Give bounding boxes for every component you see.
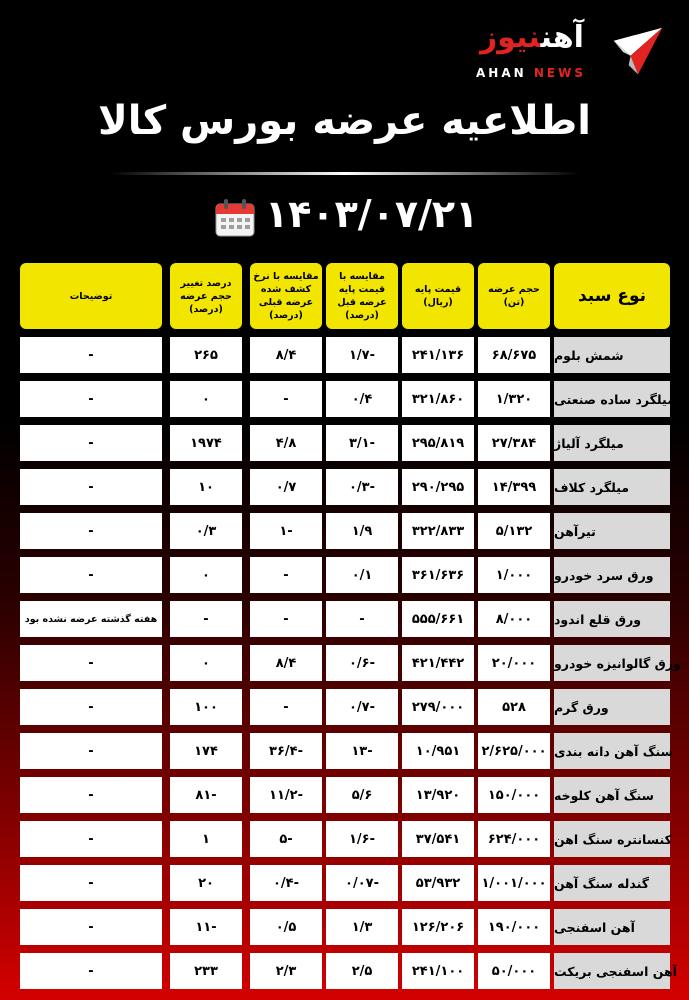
cell-vs-prev-rate: -۵ xyxy=(250,821,322,857)
cell-vs-prev-base: -۰/۰۷ xyxy=(326,865,398,901)
cell-base-price: ۱۲۶/۲۰۶ xyxy=(402,909,474,945)
cell-vs-prev-rate: ۲/۳ xyxy=(250,953,322,989)
cell-vs-prev-rate: -۱ xyxy=(250,513,322,549)
header-vs-prev-base: مقایسه با قیمت پایه عرضه قبل (درصد) xyxy=(326,263,398,329)
cell-vs-prev-rate: ۸/۴ xyxy=(250,337,322,373)
cell-volume: ۸/۰۰۰ xyxy=(478,601,550,637)
logo-word-news: نیوز xyxy=(480,20,541,55)
cell-volume-change: ۱۰۰ xyxy=(170,689,242,725)
cell-volume: ۶۸/۶۷۵ xyxy=(478,337,550,373)
ahan-news-logo xyxy=(470,18,670,88)
table-row xyxy=(20,777,670,813)
cell-basket-type: کنسانتره سنگ اهن xyxy=(554,821,670,857)
cell-base-price: ۲۴۱/۱۰۰ xyxy=(402,953,474,989)
paper-plane-icon xyxy=(610,24,666,80)
table-row xyxy=(20,645,681,681)
cell-volume: ۶۲۴/۰۰۰ xyxy=(478,821,550,857)
calendar-icon xyxy=(214,198,256,238)
table-row xyxy=(20,821,670,857)
cell-notes: - xyxy=(20,469,162,505)
table-row xyxy=(20,733,673,769)
table-row xyxy=(20,469,670,505)
table-row xyxy=(20,909,670,945)
cell-vs-prev-rate: - xyxy=(250,381,322,417)
cell-volume-change: - xyxy=(170,601,242,637)
cell-base-price: ۱۰/۹۵۱ xyxy=(402,733,474,769)
cell-notes: - xyxy=(20,337,162,373)
cell-base-price: ۳۲۲/۸۳۳ xyxy=(402,513,474,549)
cell-volume: ۲۷/۳۸۴ xyxy=(478,425,550,461)
header-base-price: قیمت پایه (ریال) xyxy=(402,263,474,329)
cell-volume: ۱/۰۰۱/۰۰۰ xyxy=(478,865,550,901)
cell-volume-change: ۲۶۵ xyxy=(170,337,242,373)
cell-vs-prev-rate: - xyxy=(250,689,322,725)
cell-basket-type: شمش بلوم xyxy=(554,337,670,373)
cell-basket-type: سنگ آهن کلوخه xyxy=(554,777,670,813)
cell-vs-prev-base: ۱/۹ xyxy=(326,513,398,549)
cell-vs-prev-base: ۰/۱ xyxy=(326,557,398,593)
cell-volume: ۲/۶۲۵/۰۰۰ xyxy=(478,733,550,769)
cell-notes: - xyxy=(20,865,162,901)
header-basket-type: نوع سبد xyxy=(554,263,670,329)
cell-basket-type: سنگ آهن دانه بندی xyxy=(554,733,670,769)
cell-vs-prev-rate: ۸/۴ xyxy=(250,645,322,681)
cell-notes: - xyxy=(20,689,162,725)
cell-basket-type: میلگرد کلاف xyxy=(554,469,670,505)
logo-word-ahan: آهن xyxy=(540,20,584,55)
cell-basket-type: تیرآهن xyxy=(554,513,670,549)
cell-vs-prev-base: ۲/۵ xyxy=(326,953,398,989)
table-row xyxy=(20,953,677,989)
cell-notes: - xyxy=(20,821,162,857)
cell-volume: ۵۰/۰۰۰ xyxy=(478,953,550,989)
cell-vs-prev-base: -۱۳ xyxy=(326,733,398,769)
cell-base-price: ۳۶۱/۶۳۶ xyxy=(402,557,474,593)
logo-english-text xyxy=(476,66,586,80)
cell-volume: ۱/۳۲۰ xyxy=(478,381,550,417)
header-notes: توضیحات xyxy=(20,263,162,329)
cell-vs-prev-rate: - xyxy=(250,557,322,593)
cell-vs-prev-rate: ۴/۸ xyxy=(250,425,322,461)
logo-en-news: NEWS xyxy=(533,66,586,80)
cell-vs-prev-base: ۵/۶ xyxy=(326,777,398,813)
table-row xyxy=(20,425,670,461)
header-volume-change: درصد تغییر حجم عرضه (درصد) xyxy=(170,263,242,329)
announcement-date: ۱۴۰۳/۰۷/۲۱ xyxy=(265,192,479,236)
cell-basket-type: ورق گالوانیزه خودرو xyxy=(554,645,670,681)
cell-volume-change: ۱۷۴ xyxy=(170,733,242,769)
cell-notes: - xyxy=(20,513,162,549)
cell-basket-type: ورق قلع اندود xyxy=(554,601,670,637)
table-row xyxy=(20,601,670,637)
cell-volume-change: ۲۰ xyxy=(170,865,242,901)
cell-vs-prev-rate: -۰/۴ xyxy=(250,865,322,901)
cell-base-price: ۴۲۱/۴۴۲ xyxy=(402,645,474,681)
cell-volume-change: ۲۳۳ xyxy=(170,953,242,989)
cell-base-price: ۲۹۵/۸۱۹ xyxy=(402,425,474,461)
cell-vs-prev-base: -۰/۷ xyxy=(326,689,398,725)
cell-volume-change: -۱۱ xyxy=(170,909,242,945)
cell-basket-type: میلگرد ساده صنعتی xyxy=(554,381,670,417)
cell-basket-type: آهن اسفنجی xyxy=(554,909,670,945)
cell-vs-prev-base: -۱/۷ xyxy=(326,337,398,373)
cell-basket-type: میلگرد آلیاژ xyxy=(554,425,670,461)
cell-volume-change: ۰ xyxy=(170,381,242,417)
cell-volume: ۱/۰۰۰ xyxy=(478,557,550,593)
cell-volume-change: ۰ xyxy=(170,645,242,681)
cell-volume-change: ۱۰ xyxy=(170,469,242,505)
cell-vs-prev-rate: - xyxy=(250,601,322,637)
cell-base-price: ۲۹۰/۲۹۵ xyxy=(402,469,474,505)
cell-vs-prev-base: -۰/۳ xyxy=(326,469,398,505)
cell-notes: - xyxy=(20,557,162,593)
cell-volume: ۵۲۸ xyxy=(478,689,550,725)
cell-notes: - xyxy=(20,381,162,417)
cell-vs-prev-base: -۳/۱ xyxy=(326,425,398,461)
cell-notes: - xyxy=(20,733,162,769)
cell-volume-change: ۰/۳ xyxy=(170,513,242,549)
table-row xyxy=(20,689,670,725)
cell-base-price: ۲۷۹/۰۰۰ xyxy=(402,689,474,725)
cell-basket-type: گندله سنگ آهن xyxy=(554,865,670,901)
cell-vs-prev-rate: -۳۶/۴ xyxy=(250,733,322,769)
page-title: اطلاعیه عرضه بورس کالا xyxy=(98,98,591,144)
header-vs-prev-rate: مقایسه با نرخ کشف شده عرضه قبلی (درصد) xyxy=(250,263,322,329)
cell-notes: - xyxy=(20,645,162,681)
cell-volume-change: ۰ xyxy=(170,557,242,593)
cell-notes: - xyxy=(20,909,162,945)
cell-volume-change: ۱۹۷۴ xyxy=(170,425,242,461)
cell-volume: ۲۰/۰۰۰ xyxy=(478,645,550,681)
cell-basket-type: ورق گرم xyxy=(554,689,670,725)
cell-notes: هفته گذشته عرضه نشده بود xyxy=(20,601,162,637)
cell-volume: ۵/۱۳۲ xyxy=(478,513,550,549)
cell-notes: - xyxy=(20,777,162,813)
table-row xyxy=(20,381,675,417)
cell-base-price: ۵۵۵/۶۶۱ xyxy=(402,601,474,637)
table-row xyxy=(20,513,670,549)
cell-volume: ۱۴/۳۹۹ xyxy=(478,469,550,505)
cell-volume-change: -۸۱ xyxy=(170,777,242,813)
cell-vs-prev-rate: ۰/۷ xyxy=(250,469,322,505)
logo-en-ahan: AHAN xyxy=(476,66,527,80)
cell-vs-prev-base: - xyxy=(326,601,398,637)
cell-vs-prev-base: ۰/۴ xyxy=(326,381,398,417)
cell-vs-prev-base: -۱/۶ xyxy=(326,821,398,857)
cell-base-price: ۲۴۱/۱۳۶ xyxy=(402,337,474,373)
cell-base-price: ۵۳/۹۳۲ xyxy=(402,865,474,901)
cell-vs-prev-base: -۰/۶ xyxy=(326,645,398,681)
title-divider xyxy=(110,172,580,175)
cell-basket-type: ورق سرد خودرو xyxy=(554,557,670,593)
cell-volume: ۱۹۰/۰۰۰ xyxy=(478,909,550,945)
cell-vs-prev-rate: -۱۱/۲ xyxy=(250,777,322,813)
cell-volume-change: ۱ xyxy=(170,821,242,857)
header-volume: حجم عرضه (تن) xyxy=(478,263,550,329)
table-row xyxy=(20,557,670,593)
cell-volume: ۱۵۰/۰۰۰ xyxy=(478,777,550,813)
cell-vs-prev-rate: ۰/۵ xyxy=(250,909,322,945)
table-header-row xyxy=(20,263,670,329)
cell-base-price: ۱۳/۹۲۰ xyxy=(402,777,474,813)
cell-basket-type: آهن اسفنجی بریکت xyxy=(554,953,670,989)
cell-base-price: ۳۲۱/۸۶۰ xyxy=(402,381,474,417)
cell-notes: - xyxy=(20,953,162,989)
cell-base-price: ۳۷/۵۴۱ xyxy=(402,821,474,857)
table-row xyxy=(20,865,670,901)
cell-vs-prev-base: ۱/۳ xyxy=(326,909,398,945)
cell-notes: - xyxy=(20,425,162,461)
table-row xyxy=(20,337,670,373)
logo-persian-text xyxy=(480,20,584,55)
